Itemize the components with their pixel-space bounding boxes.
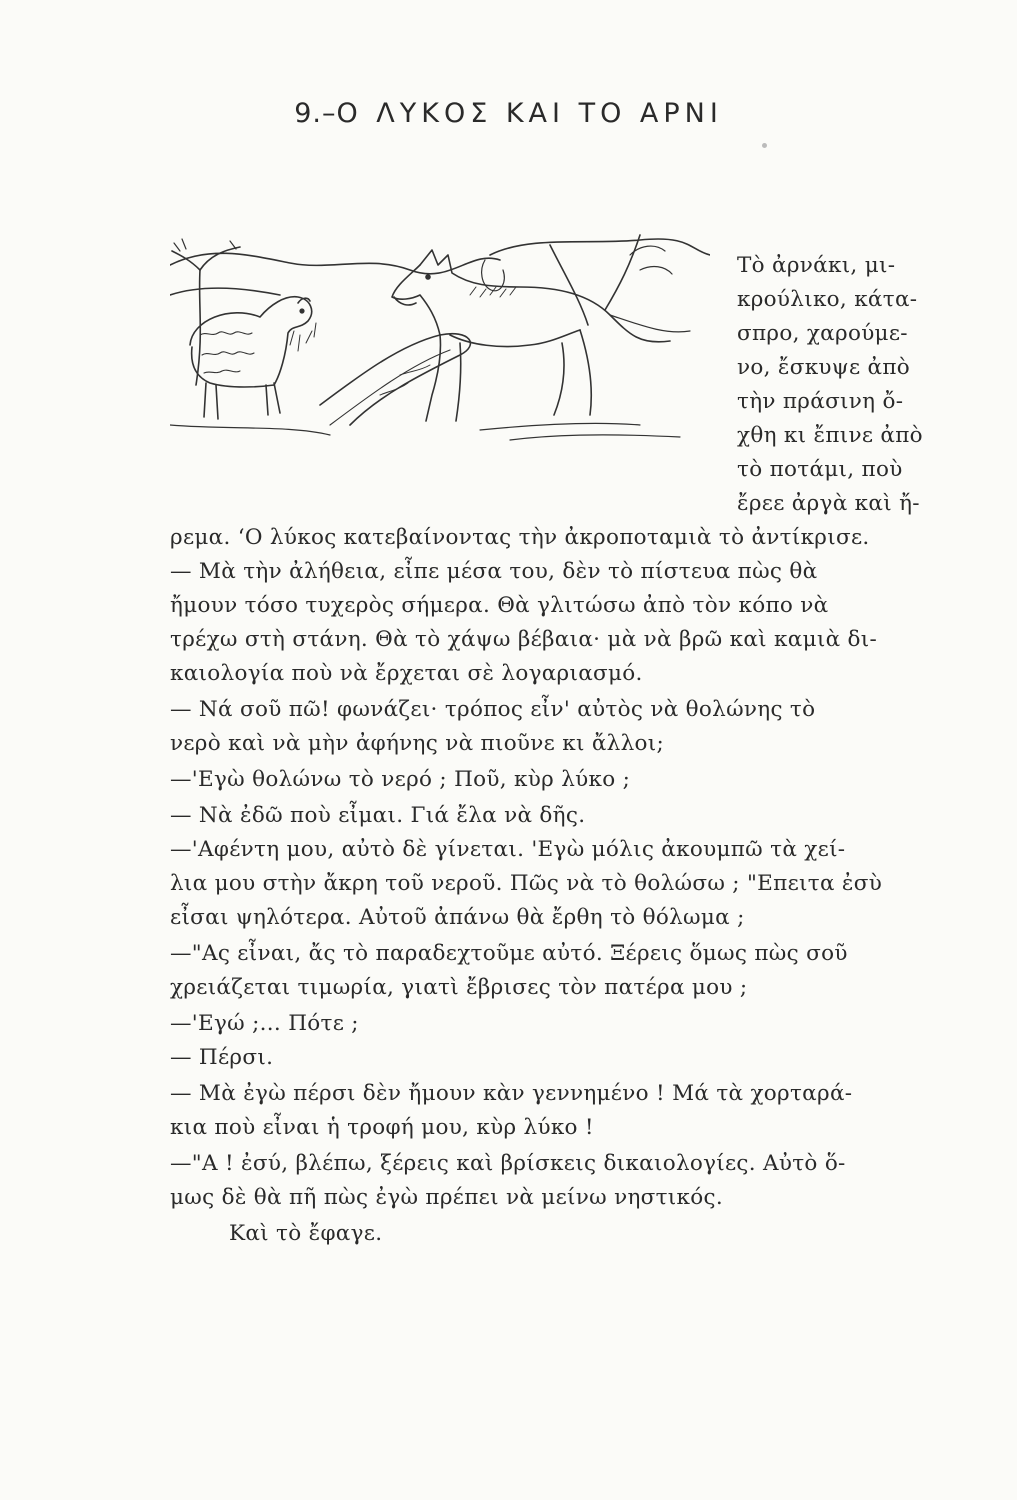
text-line: εἶσαι ψηλότερα. Αὐτοῦ ἀπάνω θὰ ἔρθη τὸ θόλωμα ; [170,905,745,930]
text-line: — Μὰ ἐγὼ πέρσι δὲν ἤμουν κὰν γεννημένο ! Μά τὰ χορταρά- [170,1081,853,1106]
wolf-and-lamb-illustration [170,225,710,465]
text-line: ἤμουν τόσο τυχερὸς σήμερα. Θὰ γλιτώσω ἀπὸ τὸν κόπο νὰ [170,593,829,618]
text-line: λια μου στὴν ἄκρη τοῦ νεροῦ. Πῶς νὰ τὸ θολώσω ; "Επειτα ἐσὺ [170,871,883,896]
text-line: ρεμα. ʻΟ λύκος κατεβαίνοντας τὴν ἀκροποταμιὰ τὸ ἀντίκρισε. [170,525,870,550]
text-line: σπρο, χαρούμε- [737,321,908,346]
closing-line: Καὶ τὸ ἔφαγε. [229,1221,383,1246]
text-line: μως δὲ θὰ πῆ πὼς ἐγὼ πρέπει νὰ μείνω νηστικός. [170,1185,723,1210]
title-number: 9.– [294,98,337,129]
text-line: —"Ας εἶναι, ἄς τὸ παραδεχτοῦμε αὐτό. Ξέρεις ὅμως πὼς σοῦ [170,941,848,966]
text-line: χθη κι ἔπινε ἀπὸ [737,423,923,448]
text-line: — Μὰ τὴν ἀλήθεια, εἶπε μέσα του, δὲν τὸ πίστευα πὼς θὰ [170,559,818,584]
page-title [0,98,1017,129]
text-line: Τὸ ἀρνάκι, μι- [737,253,896,278]
text-line: κρούλικο, κάτα- [737,287,918,312]
text-line: ἔρεε ἀργὰ καὶ ἤ- [737,491,920,516]
text-line: τὴν πράσινη ὄ- [737,389,904,414]
text-line: νο, ἔσκυψε ἀπὸ [737,355,911,380]
text-line: — Νὰ ἐδῶ ποὺ εἶμαι. Γιά ἔλα νὰ δῆς. [170,803,586,828]
text-line: τρέχω στὴ στάνη. Θὰ τὸ χάψω βέβαια· μὰ νὰ βρῶ καὶ καμιὰ δι- [170,627,878,652]
text-line: —"Α ! ἐσύ, βλέπω, ξέρεις καὶ βρίσκεις δικαιολογίες. Αὐτὸ ὅ- [170,1151,846,1176]
text-line: —'Εγώ ;... Πότε ; [170,1011,359,1036]
text-line: χρειάζεται τιμωρία, γιατὶ ἔβρισες τὸν πατέρα μου ; [170,975,748,1000]
speck [762,143,767,148]
text-line: —'Εγὼ θολώνω τὸ νερό ; Ποῦ, κὺρ λύκο ; [170,767,631,792]
text-line: κια ποὺ εἶναι ἡ τροφή μου, κὺρ λύκο ! [170,1115,594,1140]
text-line: νερὸ καὶ νὰ μὴν ἀφήνης νὰ πιοῦνε κι ἄλλοι; [170,731,665,756]
text-line: — Πέρσι. [170,1045,274,1070]
text-line: —'Αφέντη μου, αὐτὸ δὲ γίνεται. 'Εγὼ μόλις ἀκουμπῶ τὰ χεί- [170,837,846,862]
text-line: — Νά σοῦ πῶ! φωνάζει· τρόπος εἶν' αὐτὸς νὰ θολώνης τὸ [170,697,816,722]
title-text: Ο ΛΥΚΟΣ ΚΑΙ ΤΟ ΑΡΝΙ [336,98,723,129]
text-line: τὸ ποτάμι, ποὺ [737,457,903,482]
text-line: καιολογία ποὺ νὰ ἔρχεται σὲ λογαριασμό. [170,661,643,686]
